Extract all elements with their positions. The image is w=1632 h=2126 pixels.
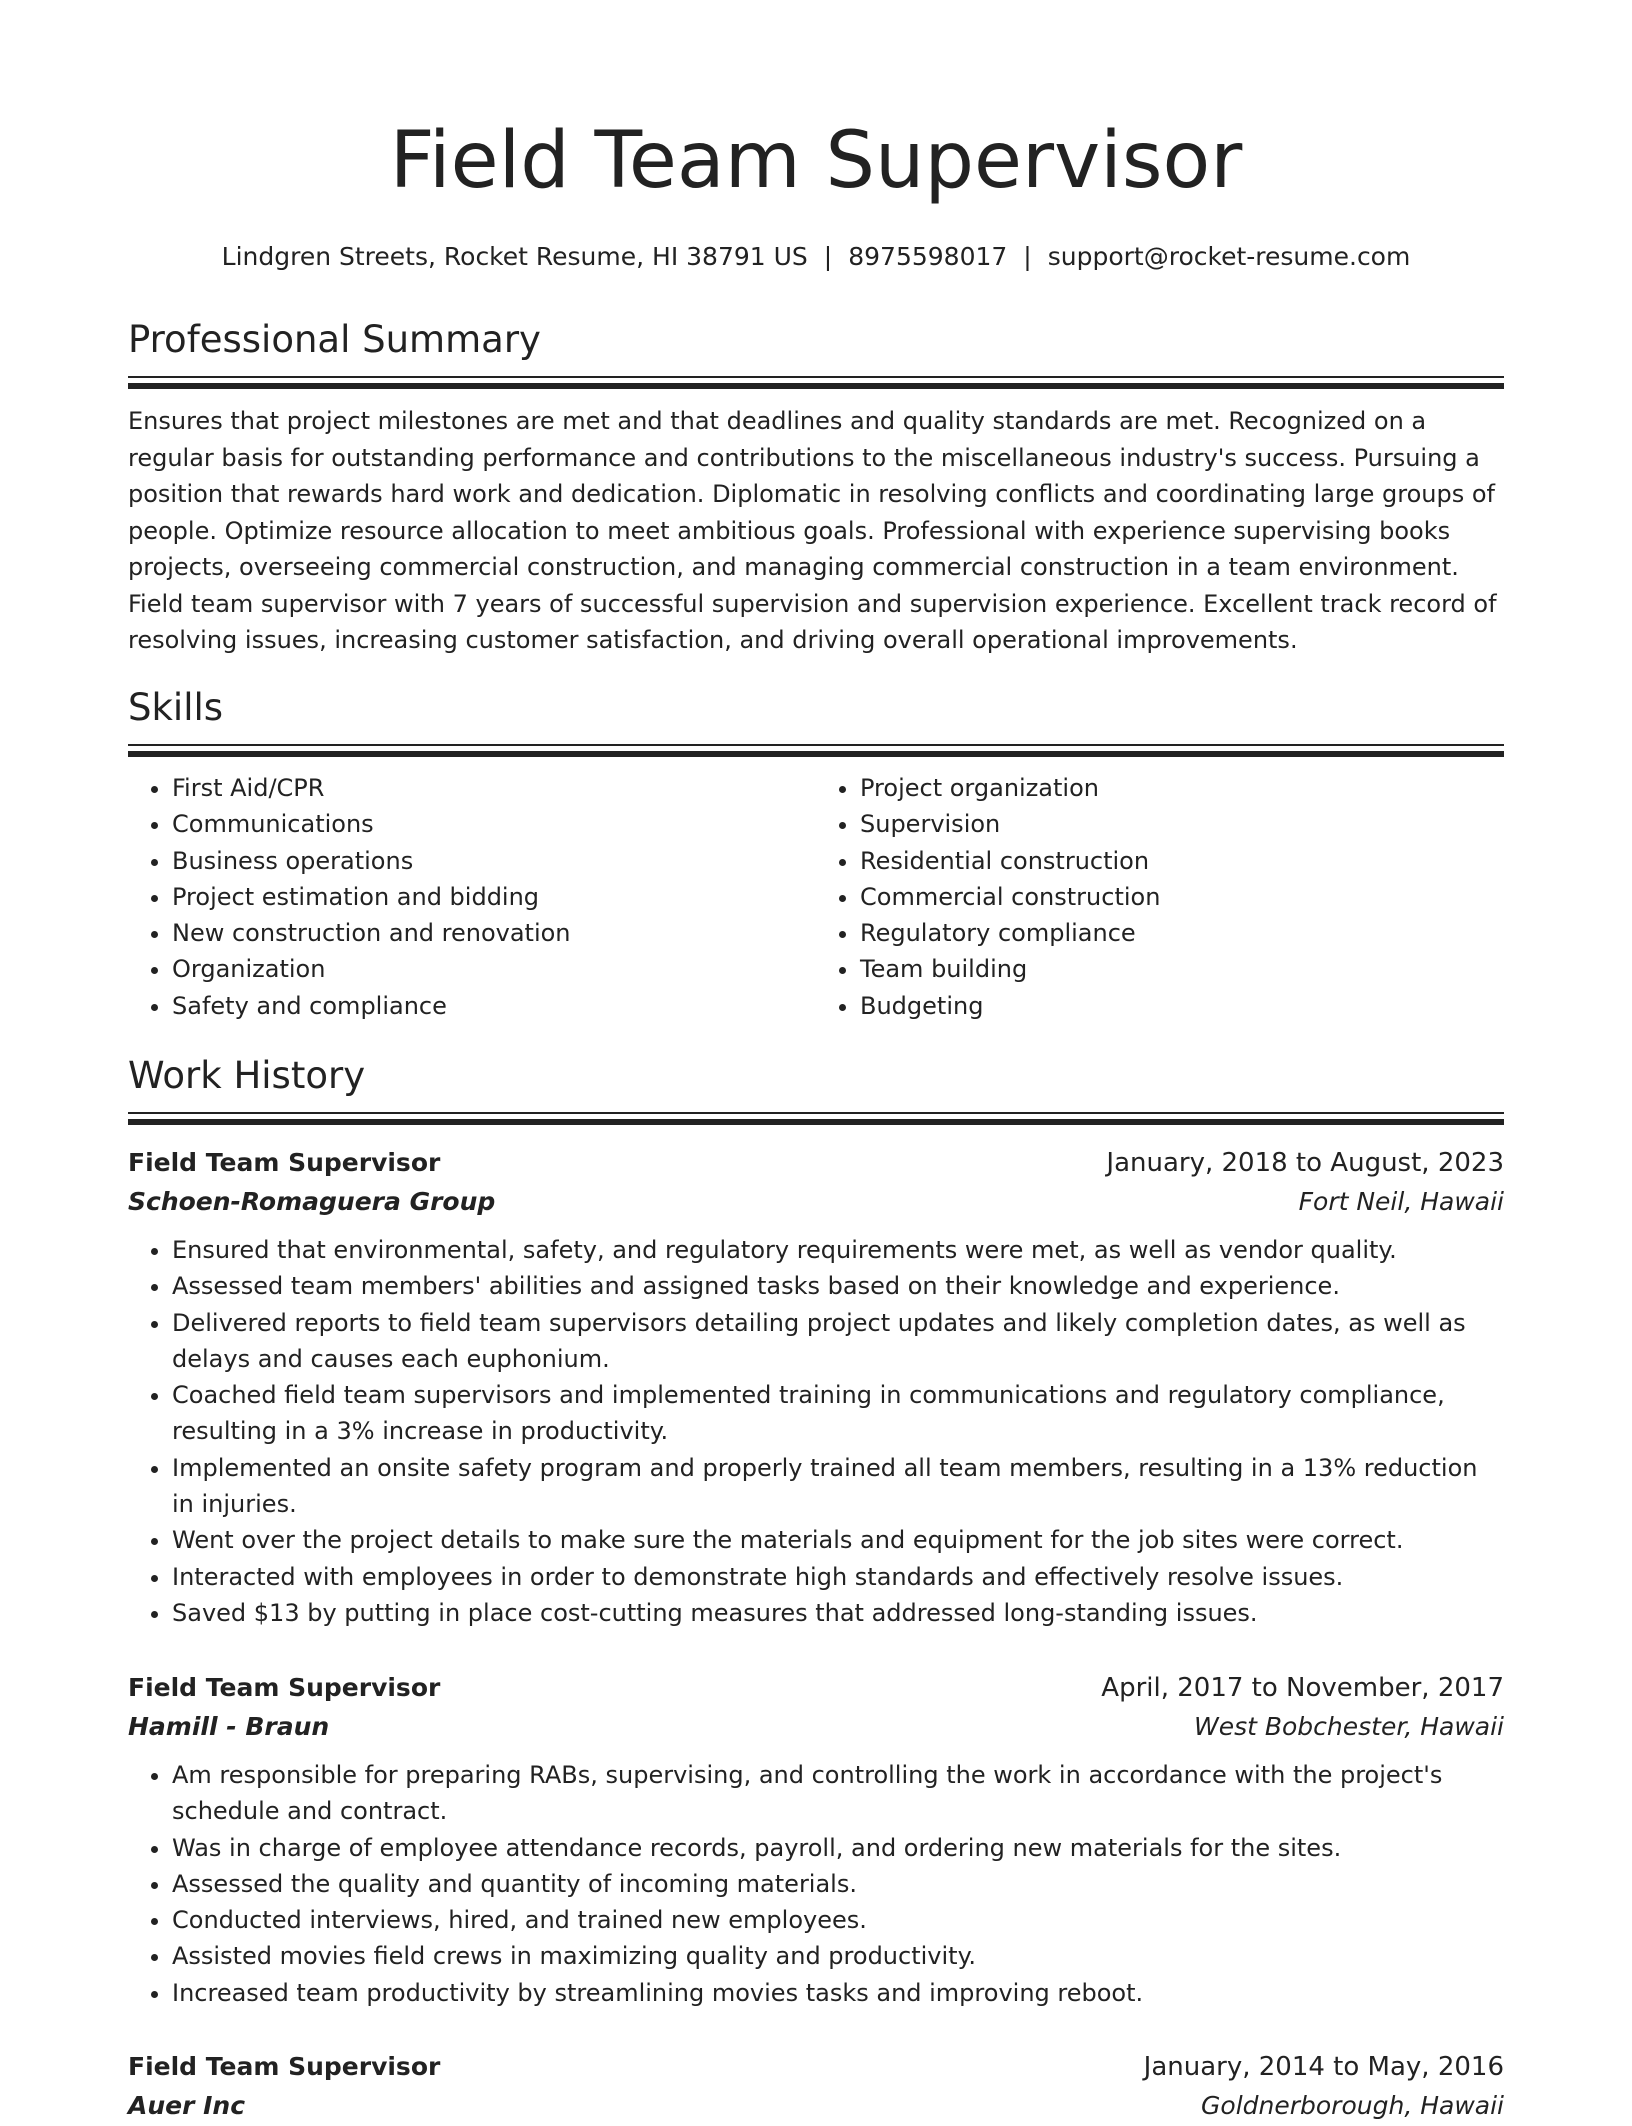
skills-section	[128, 686, 1504, 1024]
contact-email[interactable]: support@rocket-resume.com	[1047, 242, 1411, 271]
job-title: Field Team Supervisor	[128, 1148, 441, 1177]
job-location: West Bobchester, Hawaii	[1193, 1712, 1504, 1741]
skill-item: • Communications	[172, 806, 816, 842]
job-entry	[128, 2048, 1504, 2126]
contact-separator: |	[823, 242, 833, 271]
job-bullets	[128, 1232, 1504, 1631]
skill-item: • Commercial construction	[860, 879, 1504, 915]
job-bullet: • Coached field team supervisors and implemented training in communications and regulatory compliance, resulting in a 3% increase in productivity.	[172, 1377, 1504, 1450]
skill-item: • Team building	[860, 951, 1504, 987]
section-divider	[128, 376, 1504, 389]
skill-item: • Business operations	[172, 843, 816, 879]
job-bullet: • Delivered reports to field team supervisors detailing project updates and likely completion dates, as well as delays and causes each euphonium.	[172, 1305, 1504, 1378]
job-bullet: • Went over the project details to make sure the materials and equipment for the job sites were correct.	[172, 1522, 1504, 1558]
job-company: Auer Inc	[128, 2091, 246, 2120]
section-divider	[128, 744, 1504, 757]
summary-text: Ensures that project milestones are met and that deadlines and quality standards are met. Recognized on a regular basis for outstanding performance and contributions to the miscellaneous industry's success. Pursuing a position that rewards hard work and dedication. Diplomatic in resolving conflicts and coordinating large groups of people. Optimize resource allocation to meet ambitious goals. Professional with experience supervising books projects, overseeing commercial construction, and managing commercial construction in a team environment. Field team supervisor with 7 years of successful supervision and supervision experience. Excellent track record of resolving issues, increasing customer satisfaction, and driving overall operational improvements.	[128, 407, 1497, 654]
job-bullet: • Interacted with employees in order to demonstrate high standards and effectively resolve issues.	[172, 1559, 1504, 1595]
section-divider	[128, 1112, 1504, 1125]
job-entry	[128, 1144, 1504, 1631]
summary-section	[128, 318, 1504, 659]
job-location: Fort Neil, Hawaii	[1298, 1187, 1504, 1216]
skills-column-right	[816, 770, 1504, 1024]
job-title: Field Team Supervisor	[128, 2052, 441, 2081]
job-bullet: • Assessed the quality and quantity of incoming materials.	[172, 1866, 1504, 1902]
job-bullet: • Implemented an onsite safety program and properly trained all team members, resulting in a 13% reduction in injuries.	[172, 1450, 1504, 1523]
summary-heading: Professional Summary	[128, 318, 541, 361]
job-bullets	[128, 1757, 1504, 2011]
job-bullet: • Ensured that environmental, safety, and regulatory requirements were met, as well as vendor quality.	[172, 1232, 1504, 1268]
resume-name: Field Team Supervisor	[389, 116, 1243, 206]
job-entry	[128, 1669, 1504, 2011]
skill-item: • Supervision	[860, 806, 1504, 842]
skill-item: • Budgeting	[860, 988, 1504, 1024]
job-bullet: • Assessed team members' abilities and assigned tasks based on their knowledge and experience.	[172, 1268, 1504, 1304]
contact-line	[128, 242, 1504, 272]
job-dates: April, 2017 to November, 2017	[1101, 1673, 1504, 1703]
work-history-heading: Work History	[128, 1054, 366, 1097]
job-bullet: • Was in charge of employee attendance records, payroll, and ordering new materials for the sites.	[172, 1830, 1504, 1866]
contact-separator: |	[1023, 242, 1032, 271]
skills-column-left	[128, 770, 816, 1024]
job-location: Goldnerborough, Hawaii	[1201, 2091, 1504, 2120]
skill-item: • New construction and renovation	[172, 915, 816, 951]
skill-item: • Safety and compliance	[172, 988, 816, 1024]
skill-item: • First Aid/CPR	[172, 770, 816, 806]
job-bullet: • Increased team productivity by streamlining movies tasks and improving reboot.	[172, 1975, 1504, 2011]
skill-item: • Project estimation and bidding	[172, 879, 816, 915]
job-company: Schoen-Romaguera Group	[128, 1187, 496, 1216]
skill-item: • Project organization	[860, 770, 1504, 806]
skill-item: • Organization	[172, 951, 816, 987]
job-bullet: • Conducted interviews, hired, and trained new employees.	[172, 1902, 1504, 1938]
contact-address: Lindgren Streets, Rocket Resume, HI 38791 US	[221, 242, 808, 271]
job-company: Hamill - Braun	[128, 1712, 330, 1741]
job-bullet: • Am responsible for preparing RABs, supervising, and controlling the work in accordance with the project's schedule and contract.	[172, 1757, 1504, 1830]
contact-phone[interactable]: 8975598017	[848, 242, 1008, 271]
skills-heading: Skills	[128, 686, 224, 729]
work-history-section	[128, 1054, 1504, 1125]
skill-item: • Residential construction	[860, 843, 1504, 879]
job-bullet: • Saved $13 by putting in place cost-cutting measures that addressed long-standing issues.	[172, 1595, 1504, 1631]
job-dates: January, 2014 to May, 2016	[1143, 2052, 1504, 2082]
job-bullet: • Assisted movies field crews in maximizing quality and productivity.	[172, 1938, 1504, 1974]
skills-list	[128, 770, 1504, 1024]
job-title: Field Team Supervisor	[128, 1673, 441, 1702]
skill-item: • Regulatory compliance	[860, 915, 1504, 951]
job-dates: January, 2018 to August, 2023	[1106, 1148, 1504, 1178]
